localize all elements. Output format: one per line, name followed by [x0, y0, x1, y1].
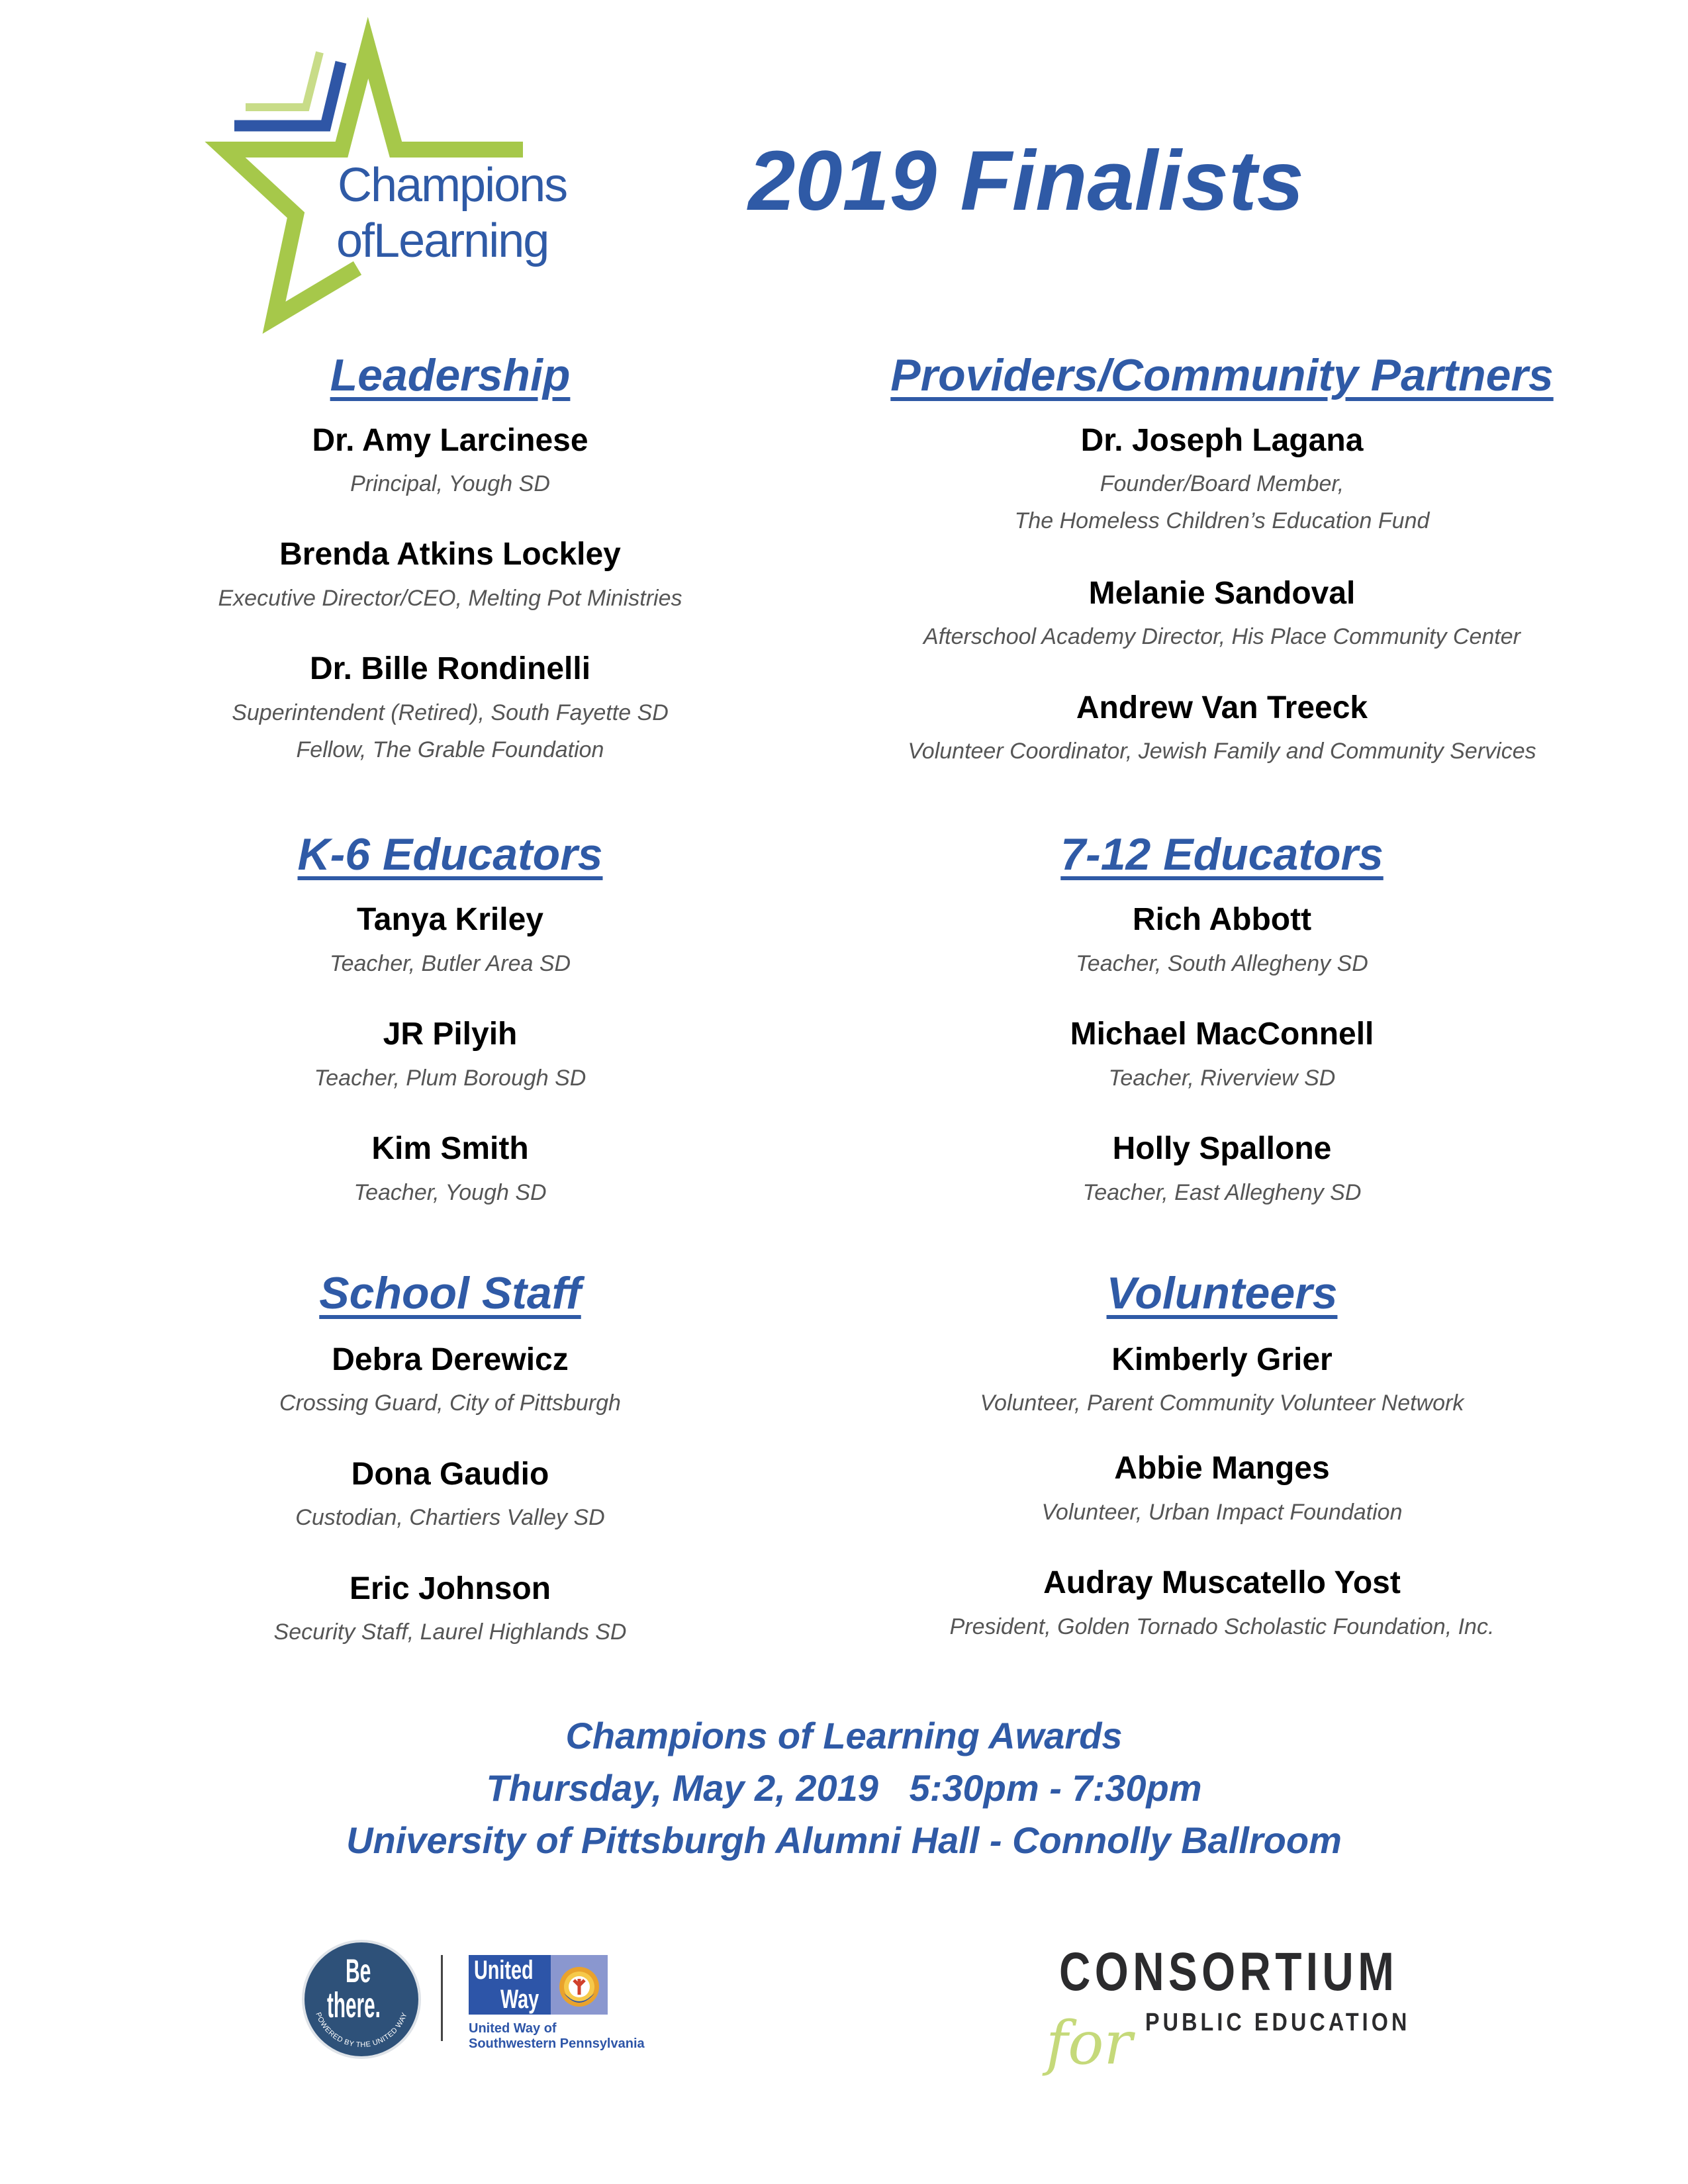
finalist-name: JR Pilyih — [383, 1017, 518, 1052]
united-way-text-2: Way — [500, 1985, 539, 2014]
be-there-logo — [302, 1940, 421, 2059]
finalist-name: Melanie Sandoval — [1088, 576, 1356, 611]
finalist-name: Audray Muscatello Yost — [1043, 1565, 1401, 1600]
event-name: Champions of Learning Awards — [565, 1715, 1123, 1756]
finalist-role: Teacher, Riverview SD — [1108, 1066, 1336, 1091]
finalist-name: Andrew Van Treeck — [1076, 690, 1368, 725]
finalist-role: Crossing Guard, City of Pittsburgh — [279, 1390, 621, 1416]
logo-line-1: Champions — [338, 159, 567, 212]
section-heading: Providers/Community Partners — [890, 350, 1554, 400]
event-date-time: Thursday, May 2, 2019 5:30pm - 7:30pm — [486, 1767, 1202, 1809]
be-there-text: Be — [346, 1952, 371, 1989]
finalist-role: Founder/Board Member, — [1100, 471, 1344, 496]
finalist-role: Teacher, Butler Area SD — [329, 951, 571, 976]
finalist-role: Superintendent (Retired), South Fayette SD — [232, 700, 669, 725]
finalist-role: Teacher, Yough SD — [353, 1180, 547, 1205]
consortium-script-for: for — [1046, 2009, 1133, 2078]
finalist-name: Dr. Bille Rondinelli — [309, 651, 591, 686]
finalist-role: Volunteer, Parent Community Volunteer Network — [980, 1390, 1464, 1416]
section-heading: School Staff — [319, 1268, 581, 1318]
finalist-name: Abbie Manges — [1114, 1451, 1330, 1486]
finalist-name: Tanya Kriley — [357, 902, 543, 937]
united-way-caption-1: United Way of — [469, 2021, 557, 2036]
finalist-role: Fellow, The Grable Foundation — [296, 737, 604, 762]
finalist-role: Volunteer Coordinator, Jewish Family and Community Services — [908, 739, 1536, 764]
public-education-word: PUBLIC EDUCATION — [1145, 2009, 1411, 2036]
finalist-role: Security Staff, Laurel Highlands SD — [273, 1619, 627, 1645]
finalist-name: Kimberly Grier — [1111, 1342, 1333, 1377]
finalist-role: Custodian, Chartiers Valley SD — [295, 1505, 605, 1530]
finalist-name: Eric Johnson — [349, 1571, 551, 1606]
finalist-role: President, Golden Tornado Scholastic Foundation, Inc. — [949, 1614, 1495, 1639]
svg-text:POWERED BY THE UNITED WAY — [314, 2011, 409, 2049]
united-way-logo — [469, 1955, 645, 2051]
finalist-role: The Homeless Children’s Education Fund — [1014, 508, 1430, 533]
finalist-name: Kim Smith — [371, 1131, 529, 1166]
finalist-name: Dr. Amy Larcinese — [312, 423, 588, 458]
be-there-ring — [305, 1942, 418, 2056]
united-way-rainbow-hand-icon — [557, 1960, 601, 2011]
section-heading: Leadership — [330, 350, 571, 400]
finalist-role: Teacher, Plum Borough SD — [314, 1066, 586, 1091]
finalist-name: Holly Spallone — [1112, 1131, 1332, 1166]
section-heading: 7-12 Educators — [1060, 829, 1383, 880]
champions-of-learning-logo — [0, 0, 596, 344]
finalist-name: Dona Gaudio — [351, 1457, 549, 1492]
united-way-text-1: United — [474, 1956, 534, 1985]
be-there-text-2: there. — [327, 1985, 381, 2025]
finalist-role: Volunteer, Urban Impact Foundation — [1041, 1500, 1403, 1525]
finalist-name: Michael MacConnell — [1070, 1017, 1374, 1052]
finalist-role: Teacher, South Allegheny SD — [1076, 951, 1368, 976]
finalist-role: Afterschool Academy Director, His Place Community Center — [923, 624, 1521, 649]
section-heading: K-6 Educators — [297, 829, 603, 880]
logo-divider — [441, 1955, 443, 2041]
be-there-ring-text: POWERED BY THE UNITED WAY — [314, 2011, 409, 2050]
finalist-role: Teacher, East Allegheny SD — [1082, 1180, 1362, 1205]
finalist-role: Executive Director/CEO, Melting Pot Ministries — [218, 586, 682, 611]
event-venue: University of Pittsburgh Alumni Hall - Connolly Ballroom — [346, 1819, 1342, 1861]
finalist-name: Dr. Joseph Lagana — [1080, 423, 1364, 458]
logo-line-2: ofLearning — [336, 214, 549, 267]
consortium-word: CONSORTIUM — [1059, 1942, 1399, 2002]
consortium-logo — [1046, 1926, 1417, 2085]
united-way-caption-2: Southwestern Pennsylvania — [469, 2036, 645, 2051]
page-title: 2019 Finalists — [748, 134, 1304, 228]
section-heading: Volunteers — [1106, 1268, 1338, 1318]
finalist-role: Principal, Yough SD — [350, 471, 550, 496]
finalist-name: Brenda Atkins Lockley — [279, 537, 621, 572]
finalist-name: Rich Abbott — [1132, 902, 1312, 937]
finalist-name: Debra Derewicz — [332, 1342, 569, 1377]
